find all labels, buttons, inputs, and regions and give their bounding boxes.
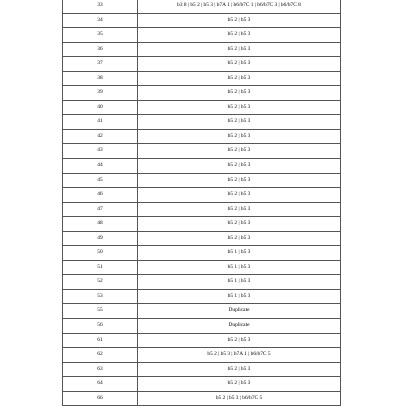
row-value-cell: b5 2 | b5 3: [138, 129, 341, 144]
table-row: [63, 28, 341, 43]
table-row: [63, 231, 341, 246]
row-number-cell: 43: [63, 144, 138, 159]
table-row: [63, 86, 341, 101]
table-row: [63, 391, 341, 406]
table-row: [63, 348, 341, 363]
row-value-cell: Duplicate: [138, 304, 341, 319]
row-value-cell: b5 1 | b5 3: [138, 275, 341, 290]
row-number-cell: 53: [63, 289, 138, 304]
table-row: [63, 100, 341, 115]
row-value-cell: b5 2 | b5 3: [138, 86, 341, 101]
table-row: [63, 275, 341, 290]
row-number-cell: 56: [63, 319, 138, 334]
table-row: [63, 362, 341, 377]
table-row: [63, 13, 341, 28]
row-number-cell: 36: [63, 42, 138, 57]
row-number-cell: 61: [63, 333, 138, 348]
row-number-cell: 55: [63, 304, 138, 319]
row-number-cell: 34: [63, 13, 138, 28]
table-row: [63, 71, 341, 86]
data-table: [62, 0, 341, 406]
table-row: [63, 333, 341, 348]
row-value-cell: b5 2 | b5 3: [138, 100, 341, 115]
row-value-cell: b5 1 | b5 3: [138, 246, 341, 261]
row-number-cell: 40: [63, 100, 138, 115]
row-number-cell: 48: [63, 217, 138, 232]
row-number-cell: 66: [63, 391, 138, 406]
table-row: [63, 173, 341, 188]
row-number-cell: 37: [63, 57, 138, 72]
table-row: [63, 202, 341, 217]
row-number-cell: 51: [63, 260, 138, 275]
table-row: [63, 115, 341, 130]
row-number-cell: 50: [63, 246, 138, 261]
row-number-cell: 35: [63, 28, 138, 43]
table-row: [63, 159, 341, 174]
row-value-cell: b5 2 | b5 3: [138, 173, 341, 188]
row-value-cell: b5 2 | b5 3: [138, 159, 341, 174]
row-number-cell: 38: [63, 71, 138, 86]
table-row: [63, 246, 341, 261]
row-value-cell: b5 2 | b5 3 | b7A 1 | b6/b7C 5: [138, 348, 341, 363]
row-number-cell: 62: [63, 348, 138, 363]
row-number-cell: 52: [63, 275, 138, 290]
row-value-cell: b5 2 | b5 3: [138, 115, 341, 130]
row-value-cell: b5 2 | b5 3: [138, 28, 341, 43]
row-value-cell: b5 2 | b5 3: [138, 231, 341, 246]
row-number-cell: 41: [63, 115, 138, 130]
row-value-cell: b5 2 | b5 3: [138, 188, 341, 203]
row-number-cell: 33: [63, 0, 138, 13]
table-body: [63, 0, 341, 406]
row-value-cell: b3 8 | b5 2 | b5 3 | b7A 1 | b6/b7C 1 | b6/b7C 3 | b6/b7C 8: [138, 0, 341, 13]
row-number-cell: 44: [63, 159, 138, 174]
table-row: [63, 144, 341, 159]
table-row: [63, 289, 341, 304]
row-number-cell: 63: [63, 362, 138, 377]
row-value-cell: b5 2 | b5 3: [138, 217, 341, 232]
row-value-cell: Duplicate: [138, 319, 341, 334]
row-value-cell: b5 2 | b5 3: [138, 144, 341, 159]
row-value-cell: b5 2 | b5 3: [138, 377, 341, 392]
row-number-cell: 46: [63, 188, 138, 203]
row-number-cell: 49: [63, 231, 138, 246]
row-number-cell: 64: [63, 377, 138, 392]
table-row: [63, 304, 341, 319]
row-number-cell: 45: [63, 173, 138, 188]
row-number-cell: 47: [63, 202, 138, 217]
table-row: [63, 0, 341, 13]
table-row: [63, 260, 341, 275]
row-number-cell: 39: [63, 86, 138, 101]
row-value-cell: b5 2 | b5 3: [138, 42, 341, 57]
row-value-cell: b5 2 | b5 3: [138, 333, 341, 348]
table-row: [63, 42, 341, 57]
row-number-cell: 42: [63, 129, 138, 144]
row-value-cell: b5 2 | b5 3: [138, 57, 341, 72]
row-value-cell: b5 1 | b5 3: [138, 289, 341, 304]
row-value-cell: b5 2 | b5 3: [138, 71, 341, 86]
row-value-cell: b5 2 | b5 3: [138, 13, 341, 28]
row-value-cell: b5 2 | b5 3 | b6/b7C 5: [138, 391, 341, 406]
row-value-cell: b5 2 | b5 3: [138, 202, 341, 217]
table-row: [63, 57, 341, 72]
table-row: [63, 319, 341, 334]
table-row: [63, 129, 341, 144]
table-row: [63, 217, 341, 232]
row-value-cell: b5 2 | b5 3: [138, 362, 341, 377]
table-row: [63, 377, 341, 392]
row-value-cell: b5 1 | b5 3: [138, 260, 341, 275]
table-row: [63, 188, 341, 203]
